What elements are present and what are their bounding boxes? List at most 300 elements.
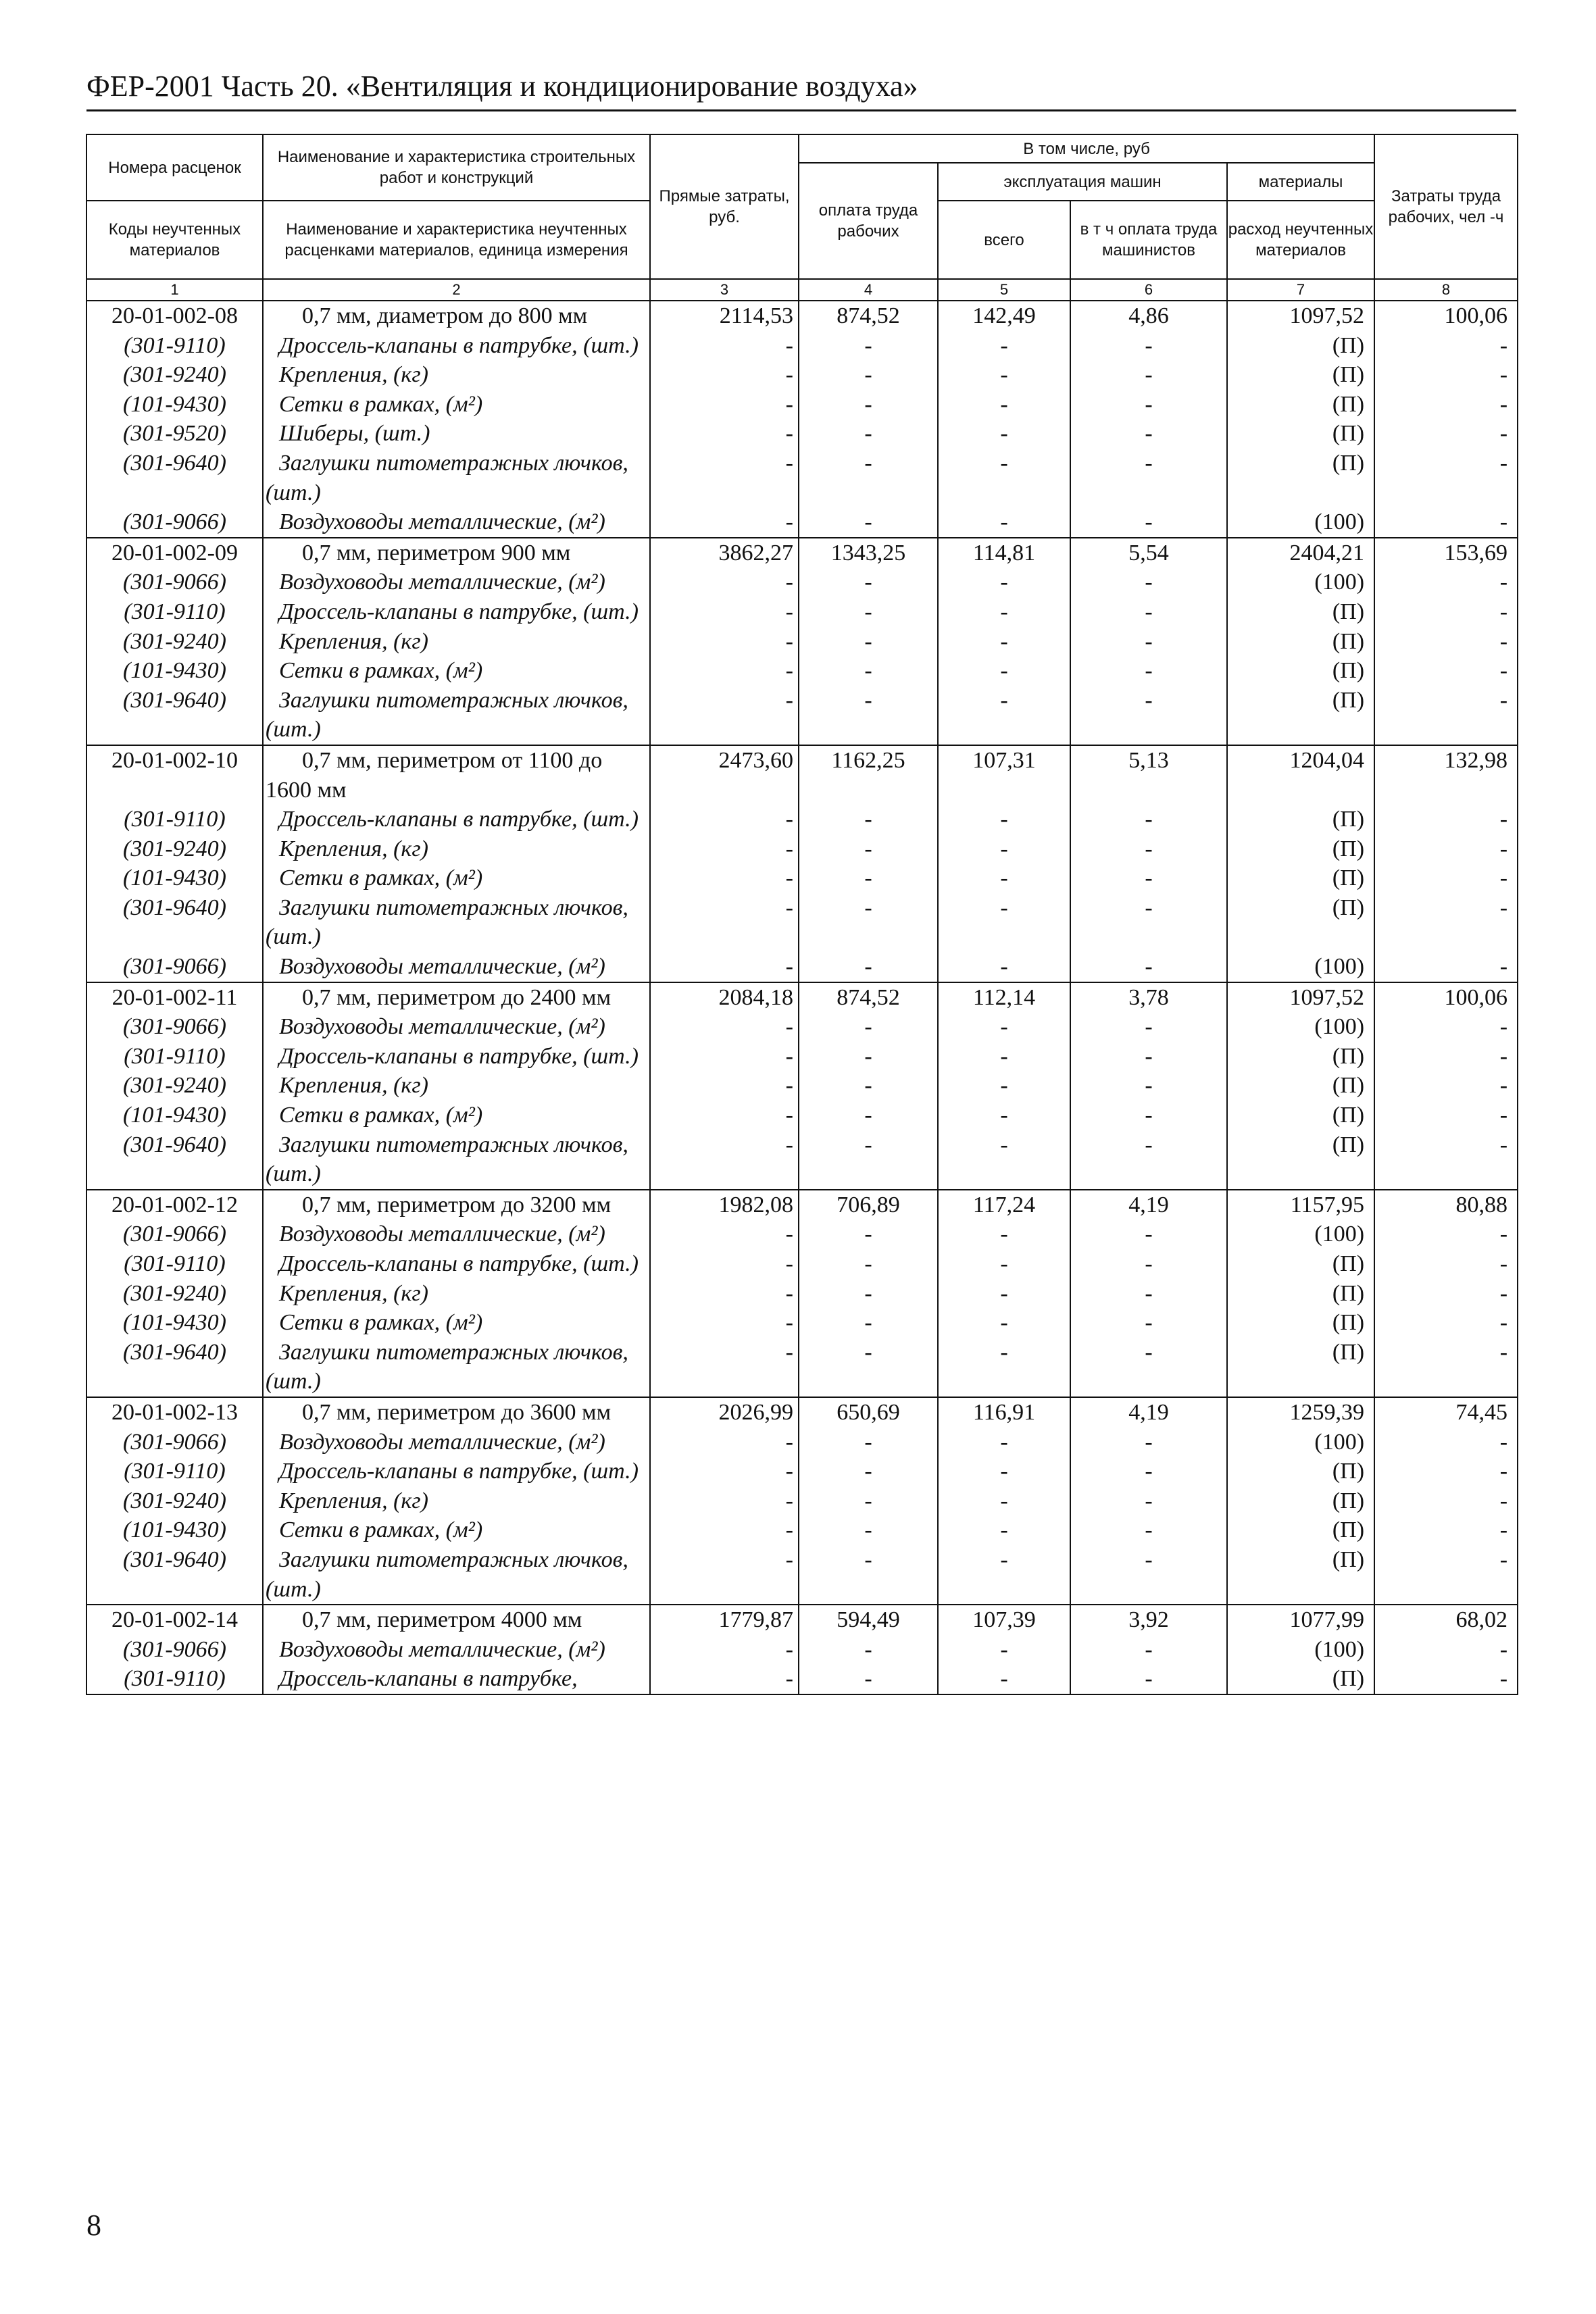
labor-cell: - — [1374, 1457, 1518, 1486]
wages-cell: - — [799, 1071, 938, 1101]
material-row — [86, 1457, 1518, 1486]
wages-cell: 874,52 — [799, 301, 938, 331]
direct-costs-cell: - — [650, 952, 799, 982]
item-name: Дроссель-клапаны в патрубке, — [263, 1664, 650, 1694]
materials-cell: 2404,21 — [1227, 538, 1374, 568]
labor-cell: - — [1374, 1219, 1518, 1249]
machines-total-cell: - — [938, 834, 1070, 864]
direct-costs-cell: 1982,08 — [650, 1190, 799, 1220]
machinist-wages-cell: 5,13 — [1070, 745, 1227, 805]
item-name: Крепления, (кг) — [263, 834, 650, 864]
machines-total-cell: - — [938, 1249, 1070, 1279]
materials-cell: (П) — [1227, 1071, 1374, 1101]
material-row — [86, 1635, 1518, 1665]
materials-cell: (100) — [1227, 1219, 1374, 1249]
labor-cell: - — [1374, 1130, 1518, 1190]
header-codes — [86, 134, 263, 279]
machines-total-cell: - — [938, 1042, 1070, 1072]
direct-costs-cell: - — [650, 1130, 799, 1190]
direct-costs-cell: - — [650, 507, 799, 538]
item-name: Крепления, (кг) — [263, 360, 650, 390]
item-name: Крепления, (кг) — [263, 1486, 650, 1516]
machines-total-cell: - — [938, 952, 1070, 982]
labor-cell: - — [1374, 1279, 1518, 1309]
rate-code: (101-9430) — [86, 1101, 263, 1130]
rate-code: (301-9110) — [86, 805, 263, 834]
wages-cell: - — [799, 568, 938, 597]
machines-total-cell: - — [938, 656, 1070, 686]
column-numbers-row — [86, 279, 1518, 301]
rate-code: (301-9520) — [86, 419, 263, 449]
materials-cell: (П) — [1227, 656, 1374, 686]
wages-cell: 874,52 — [799, 982, 938, 1013]
wages-cell: 1343,25 — [799, 538, 938, 568]
machines-total-cell: - — [938, 1486, 1070, 1516]
direct-costs-cell: - — [650, 656, 799, 686]
rate-code: (301-9240) — [86, 1071, 263, 1101]
rate-code: (101-9430) — [86, 656, 263, 686]
rate-row — [86, 1190, 1518, 1220]
wages-cell: - — [799, 449, 938, 507]
materials-cell: (100) — [1227, 1428, 1374, 1457]
machines-total-cell: - — [938, 805, 1070, 834]
wages-cell: - — [799, 331, 938, 361]
machines-total-cell: 142,49 — [938, 301, 1070, 331]
direct-costs-cell: - — [650, 1012, 799, 1042]
materials-cell: (П) — [1227, 1486, 1374, 1516]
item-name: Воздуховоды металлические, (м²) — [263, 1219, 650, 1249]
rate-code: (101-9430) — [86, 1515, 263, 1545]
material-row — [86, 390, 1518, 420]
machinist-wages-cell: 4,19 — [1070, 1397, 1227, 1428]
rate-code: (301-9110) — [86, 1457, 263, 1486]
material-row — [86, 1664, 1518, 1694]
materials-cell: (П) — [1227, 390, 1374, 420]
materials-cell: (П) — [1227, 863, 1374, 893]
machinist-wages-cell: 4,19 — [1070, 1190, 1227, 1220]
machines-total-cell: - — [938, 331, 1070, 361]
labor-cell: - — [1374, 863, 1518, 893]
machinist-wages-cell: - — [1070, 597, 1227, 627]
direct-costs-cell: - — [650, 390, 799, 420]
direct-costs-cell: - — [650, 1279, 799, 1309]
machinist-wages-cell: - — [1070, 449, 1227, 507]
machinist-wages-cell: - — [1070, 1279, 1227, 1309]
machinist-wages-cell: - — [1070, 1635, 1227, 1665]
labor-cell: 100,06 — [1374, 301, 1518, 331]
direct-costs-cell: - — [650, 360, 799, 390]
rate-code: (301-9110) — [86, 331, 263, 361]
header-machines: эксплуатация машин — [938, 163, 1227, 201]
item-name: Воздуховоды металлические, (м²) — [263, 1635, 650, 1665]
wages-cell: - — [799, 1664, 938, 1694]
material-row — [86, 627, 1518, 657]
wages-cell: - — [799, 507, 938, 538]
machines-total-cell: 112,14 — [938, 982, 1070, 1013]
direct-costs-cell: 2084,18 — [650, 982, 799, 1013]
rate-code: 20-01-002-14 — [86, 1605, 263, 1635]
machinist-wages-cell: - — [1070, 627, 1227, 657]
machines-total-cell: - — [938, 568, 1070, 597]
rate-code: (301-9110) — [86, 1664, 263, 1694]
labor-cell: 153,69 — [1374, 538, 1518, 568]
machinist-wages-cell: - — [1070, 656, 1227, 686]
material-row — [86, 952, 1518, 982]
machinist-wages-cell: - — [1070, 1545, 1227, 1605]
machinist-wages-cell: - — [1070, 893, 1227, 952]
machinist-wages-cell: - — [1070, 1308, 1227, 1338]
machines-total-cell: - — [938, 1279, 1070, 1309]
direct-costs-cell: - — [650, 568, 799, 597]
header-including: В том числе, руб — [799, 134, 1374, 163]
rate-row — [86, 1397, 1518, 1428]
labor-cell: 68,02 — [1374, 1605, 1518, 1635]
labor-cell: - — [1374, 627, 1518, 657]
page-number: 8 — [86, 2209, 101, 2242]
wages-cell: - — [799, 686, 938, 745]
labor-cell: - — [1374, 1664, 1518, 1694]
machines-total-cell: - — [938, 1130, 1070, 1190]
rate-code: (101-9430) — [86, 1308, 263, 1338]
machines-total-cell: 107,39 — [938, 1605, 1070, 1635]
wages-cell: - — [799, 1219, 938, 1249]
header-machines-total: всего — [938, 201, 1070, 279]
labor-cell: - — [1374, 331, 1518, 361]
machines-total-cell: - — [938, 597, 1070, 627]
materials-cell: (П) — [1227, 419, 1374, 449]
item-name: Заглушки питометражных лючков, (шт.) — [263, 893, 650, 952]
machines-total-cell: - — [938, 686, 1070, 745]
machinist-wages-cell: - — [1070, 1664, 1227, 1694]
table-header — [86, 134, 1518, 301]
wages-cell: - — [799, 656, 938, 686]
machines-total-cell: - — [938, 863, 1070, 893]
materials-cell: (100) — [1227, 568, 1374, 597]
direct-costs-cell: 2026,99 — [650, 1397, 799, 1428]
item-name: Заглушки питометражных лючков, (шт.) — [263, 1338, 650, 1397]
item-name: Заглушки питометражных лючков, (шт.) — [263, 1545, 650, 1605]
labor-cell: - — [1374, 419, 1518, 449]
labor-cell: 100,06 — [1374, 982, 1518, 1013]
materials-cell: (П) — [1227, 893, 1374, 952]
machinist-wages-cell: - — [1070, 1249, 1227, 1279]
header-machines-incl: в т ч оплата труда машинистов — [1070, 201, 1227, 279]
material-row — [86, 1101, 1518, 1130]
machines-total-cell: - — [938, 893, 1070, 952]
rate-code: (301-9640) — [86, 893, 263, 952]
material-row — [86, 1012, 1518, 1042]
rate-row — [86, 982, 1518, 1013]
machinist-wages-cell: - — [1070, 1071, 1227, 1101]
rate-code: 20-01-002-09 — [86, 538, 263, 568]
rate-code: 20-01-002-10 — [86, 745, 263, 805]
direct-costs-cell: - — [650, 1101, 799, 1130]
machinist-wages-cell: - — [1070, 1486, 1227, 1516]
labor-cell: - — [1374, 597, 1518, 627]
materials-cell: (П) — [1227, 1545, 1374, 1605]
wages-cell: - — [799, 390, 938, 420]
item-name: Заглушки питометражных лючков, (шт.) — [263, 1130, 650, 1190]
materials-cell: (П) — [1227, 1130, 1374, 1190]
labor-cell: - — [1374, 805, 1518, 834]
machinist-wages-cell: - — [1070, 331, 1227, 361]
labor-cell: - — [1374, 1486, 1518, 1516]
wages-cell: 650,69 — [799, 1397, 938, 1428]
machines-total-cell: - — [938, 1515, 1070, 1545]
material-row — [86, 805, 1518, 834]
machinist-wages-cell: - — [1070, 1457, 1227, 1486]
rate-code: (301-9066) — [86, 507, 263, 538]
labor-cell: 74,45 — [1374, 1397, 1518, 1428]
header-direct-costs: Прямые затраты, руб. — [650, 134, 799, 279]
direct-costs-cell: - — [650, 863, 799, 893]
machines-total-cell: - — [938, 1338, 1070, 1397]
rate-code: (301-9066) — [86, 1635, 263, 1665]
materials-cell: (П) — [1227, 1664, 1374, 1694]
item-name: Сетки в рамках, (м²) — [263, 863, 650, 893]
machines-total-cell: - — [938, 1012, 1070, 1042]
direct-costs-cell: - — [650, 1457, 799, 1486]
materials-cell: (П) — [1227, 1338, 1374, 1397]
item-name: 0,7 мм, периметром 900 мм — [263, 538, 650, 568]
labor-cell: - — [1374, 390, 1518, 420]
material-row — [86, 1545, 1518, 1605]
machines-total-cell: - — [938, 1101, 1070, 1130]
item-name: 0,7 мм, периметром до 3200 мм — [263, 1190, 650, 1220]
material-row — [86, 1308, 1518, 1338]
rate-code: (301-9066) — [86, 1219, 263, 1249]
materials-cell: (П) — [1227, 1042, 1374, 1072]
wages-cell: - — [799, 597, 938, 627]
direct-costs-cell: 2473,60 — [650, 745, 799, 805]
machinist-wages-cell: - — [1070, 1012, 1227, 1042]
wages-cell: 706,89 — [799, 1190, 938, 1220]
machines-total-cell: - — [938, 1635, 1070, 1665]
header-names — [263, 134, 650, 279]
machinist-wages-cell: - — [1070, 507, 1227, 538]
materials-cell: 1097,52 — [1227, 982, 1374, 1013]
machinist-wages-cell: - — [1070, 419, 1227, 449]
table-body — [86, 301, 1518, 1694]
machinist-wages-cell: - — [1070, 1428, 1227, 1457]
materials-cell: 1077,99 — [1227, 1605, 1374, 1635]
item-name: Сетки в рамках, (м²) — [263, 1101, 650, 1130]
rate-code: (301-9240) — [86, 1279, 263, 1309]
labor-cell: - — [1374, 507, 1518, 538]
header-wages: оплата труда рабочих — [799, 163, 938, 279]
direct-costs-cell: - — [650, 1042, 799, 1072]
price-norms-table — [86, 134, 1518, 1695]
wages-cell: - — [799, 1428, 938, 1457]
rate-code: 20-01-002-13 — [86, 1397, 263, 1428]
rate-row — [86, 538, 1518, 568]
wages-cell: - — [799, 1457, 938, 1486]
material-row — [86, 1219, 1518, 1249]
materials-cell: (П) — [1227, 1249, 1374, 1279]
materials-cell: 1157,95 — [1227, 1190, 1374, 1220]
materials-cell: 1097,52 — [1227, 301, 1374, 331]
wages-cell: 1162,25 — [799, 745, 938, 805]
item-name: Воздуховоды металлические, (м²) — [263, 507, 650, 538]
column-number: 5 — [938, 279, 1070, 301]
rate-code: (301-9110) — [86, 1249, 263, 1279]
item-name: Воздуховоды металлические, (м²) — [263, 1428, 650, 1457]
machinist-wages-cell: 4,86 — [1070, 301, 1227, 331]
labor-cell: - — [1374, 686, 1518, 745]
labor-cell: - — [1374, 952, 1518, 982]
materials-cell: (П) — [1227, 834, 1374, 864]
materials-cell: 1204,04 — [1227, 745, 1374, 805]
rate-code: (301-9110) — [86, 597, 263, 627]
machinist-wages-cell: - — [1070, 1515, 1227, 1545]
machinist-wages-cell: - — [1070, 1101, 1227, 1130]
direct-costs-cell: - — [650, 1428, 799, 1457]
wages-cell: - — [799, 1130, 938, 1190]
column-number: 3 — [650, 279, 799, 301]
direct-costs-cell: - — [650, 597, 799, 627]
labor-cell: - — [1374, 1635, 1518, 1665]
item-name: 0,7 мм, диаметром до 800 мм — [263, 301, 650, 331]
machines-total-cell: - — [938, 390, 1070, 420]
machines-total-cell: 117,24 — [938, 1190, 1070, 1220]
labor-cell: - — [1374, 1515, 1518, 1545]
wages-cell: - — [799, 952, 938, 982]
machines-total-cell: - — [938, 627, 1070, 657]
materials-cell: (П) — [1227, 627, 1374, 657]
direct-costs-cell: - — [650, 686, 799, 745]
item-name: Шиберы, (шт.) — [263, 419, 650, 449]
machinist-wages-cell: 5,54 — [1070, 538, 1227, 568]
item-name: Заглушки питометражных лючков, (шт.) — [263, 449, 650, 507]
column-number: 4 — [799, 279, 938, 301]
header-rate-numbers: Номера расценок — [87, 135, 262, 201]
wages-cell: - — [799, 360, 938, 390]
rate-code: 20-01-002-11 — [86, 982, 263, 1013]
column-number: 6 — [1070, 279, 1227, 301]
machinist-wages-cell: 3,78 — [1070, 982, 1227, 1013]
material-row — [86, 656, 1518, 686]
column-number: 7 — [1227, 279, 1374, 301]
wages-cell: - — [799, 1249, 938, 1279]
title-rule — [86, 109, 1516, 111]
wages-cell: - — [799, 1486, 938, 1516]
labor-cell: - — [1374, 568, 1518, 597]
item-name: Сетки в рамках, (м²) — [263, 656, 650, 686]
material-row — [86, 1486, 1518, 1516]
materials-cell: (100) — [1227, 1635, 1374, 1665]
machinist-wages-cell: - — [1070, 952, 1227, 982]
labor-cell: - — [1374, 1101, 1518, 1130]
direct-costs-cell: - — [650, 893, 799, 952]
item-name: 0,7 мм, периметром от 1100 до 1600 мм — [263, 745, 650, 805]
materials-cell: (П) — [1227, 331, 1374, 361]
direct-costs-cell: - — [650, 1664, 799, 1694]
item-name: Воздуховоды металлические, (м²) — [263, 952, 650, 982]
item-name: Воздуховоды металлические, (м²) — [263, 568, 650, 597]
machines-total-cell: - — [938, 1308, 1070, 1338]
rate-code: (301-9240) — [86, 834, 263, 864]
wages-cell: - — [799, 1101, 938, 1130]
direct-costs-cell: - — [650, 1486, 799, 1516]
machines-total-cell: - — [938, 1457, 1070, 1486]
rate-code: (301-9066) — [86, 952, 263, 982]
machinist-wages-cell: - — [1070, 686, 1227, 745]
direct-costs-cell: 3862,27 — [650, 538, 799, 568]
machines-total-cell: - — [938, 1219, 1070, 1249]
materials-cell: (П) — [1227, 449, 1374, 507]
labor-cell: - — [1374, 1428, 1518, 1457]
material-row — [86, 686, 1518, 745]
machines-total-cell: - — [938, 1545, 1070, 1605]
page-title: ФЕР-2001 Часть 20. «Вентиляция и кондиционирование воздуха» — [86, 70, 918, 103]
rate-code: (301-9640) — [86, 1545, 263, 1605]
labor-cell: - — [1374, 834, 1518, 864]
direct-costs-cell: - — [650, 1635, 799, 1665]
column-number: 8 — [1374, 279, 1518, 301]
labor-cell: - — [1374, 656, 1518, 686]
labor-cell: - — [1374, 1071, 1518, 1101]
labor-cell: - — [1374, 1012, 1518, 1042]
wages-cell: - — [799, 1042, 938, 1072]
material-row — [86, 1338, 1518, 1397]
direct-costs-cell: - — [650, 1545, 799, 1605]
machinist-wages-cell: - — [1070, 1130, 1227, 1190]
machinist-wages-cell: - — [1070, 834, 1227, 864]
machines-total-cell: - — [938, 1071, 1070, 1101]
machines-total-cell: - — [938, 419, 1070, 449]
item-name: Сетки в рамках, (м²) — [263, 1515, 650, 1545]
direct-costs-cell: - — [650, 419, 799, 449]
materials-cell: (П) — [1227, 1279, 1374, 1309]
item-name: Дроссель-клапаны в патрубке, (шт.) — [263, 597, 650, 627]
materials-cell: (100) — [1227, 952, 1374, 982]
materials-cell: 1259,39 — [1227, 1397, 1374, 1428]
rate-code: 20-01-002-12 — [86, 1190, 263, 1220]
rate-code: (301-9066) — [86, 1428, 263, 1457]
machines-total-cell: 114,81 — [938, 538, 1070, 568]
machinist-wages-cell: - — [1070, 568, 1227, 597]
material-row — [86, 1515, 1518, 1545]
item-name: 0,7 мм, периметром 4000 мм — [263, 1605, 650, 1635]
wages-cell: - — [799, 805, 938, 834]
material-row — [86, 834, 1518, 864]
direct-costs-cell: - — [650, 1338, 799, 1397]
materials-cell: (П) — [1227, 1457, 1374, 1486]
rate-code: (301-9640) — [86, 686, 263, 745]
item-name: Дроссель-клапаны в патрубке, (шт.) — [263, 331, 650, 361]
header-material-codes: Коды неучтенных материалов — [108, 220, 241, 259]
direct-costs-cell: - — [650, 1515, 799, 1545]
rate-code: (301-9240) — [86, 1486, 263, 1516]
machines-total-cell: - — [938, 449, 1070, 507]
wages-cell: - — [799, 1012, 938, 1042]
header-labor: Затраты труда рабочих, чел -ч — [1374, 134, 1518, 279]
rate-code: (301-9640) — [86, 1130, 263, 1190]
rate-code: (301-9640) — [86, 1338, 263, 1397]
column-number: 1 — [86, 279, 263, 301]
wages-cell: - — [799, 834, 938, 864]
labor-cell: 132,98 — [1374, 745, 1518, 805]
labor-cell: - — [1374, 1249, 1518, 1279]
rate-code: (301-9066) — [86, 568, 263, 597]
item-name: Воздуховоды металлические, (м²) — [263, 1012, 650, 1042]
header-materials: материалы — [1227, 163, 1374, 201]
labor-cell: - — [1374, 1042, 1518, 1072]
material-row — [86, 1279, 1518, 1309]
direct-costs-cell: - — [650, 1249, 799, 1279]
rate-code: 20-01-002-08 — [86, 301, 263, 331]
materials-cell: (100) — [1227, 1012, 1374, 1042]
